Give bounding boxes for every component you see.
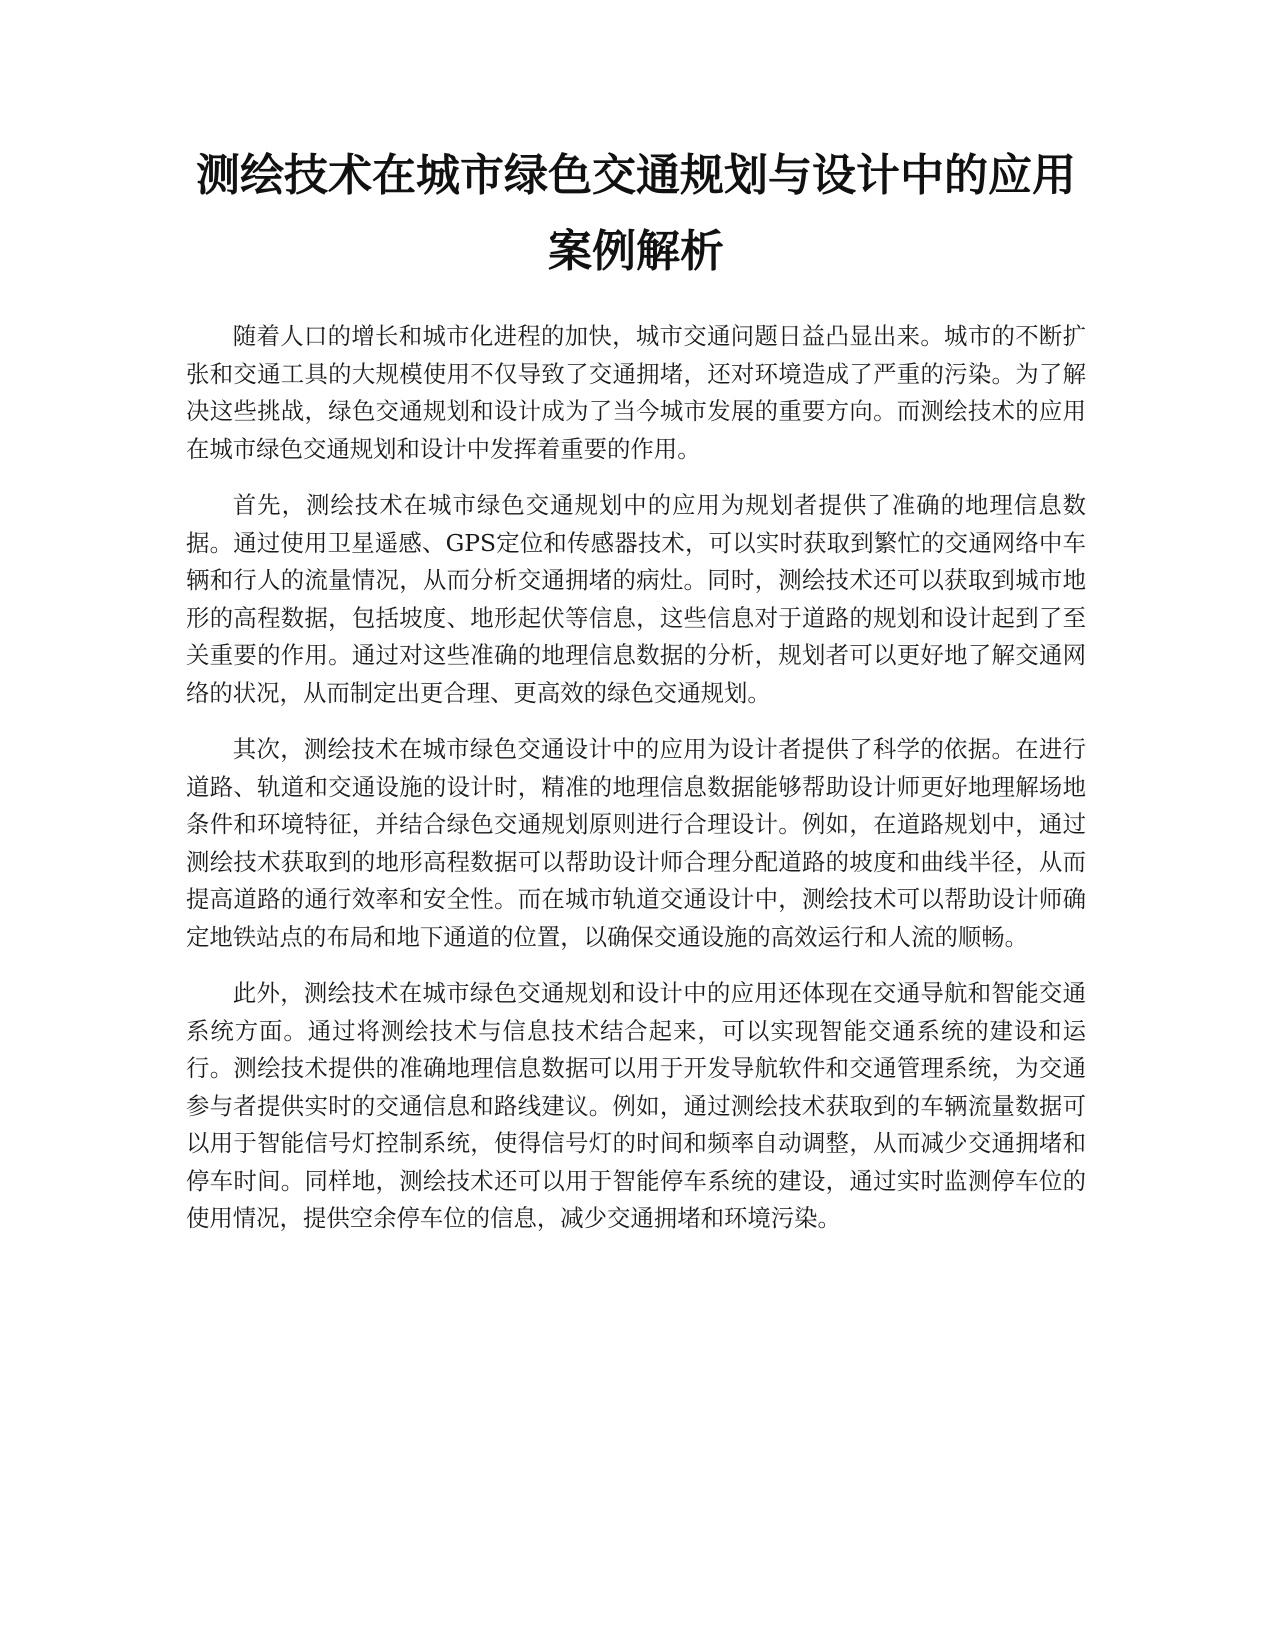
paragraph-intelligent-transport: 此外，测绘技术在城市绿色交通规划和设计中的应用还体现在交通导航和智能交通系统方面。通过将测绘技术与信息技术结合起来，可以实现智能交通系统的建设和运行。测绘技术提供的准确地理信息数据可以用于开发导航软件和交通管理系统，为交通参与者提供实时的交通信息和路线建议。例如，通过测绘技术获取到的车辆流量数据可以用于智能信号灯控制系统，使得信号灯的时间和频率自动调整，从而减少交通拥堵和停车时间。同样地，测绘技术还可以用于智能停车系统的建设，通过实时监测停车位的使用情况，提供空余停车位的信息，减少交通拥堵和环境污染。	[186, 979, 1086, 1232]
document-body	[186, 318, 1086, 1257]
paragraph-intro: 随着人口的增长和城市化进程的加快，城市交通问题日益凸显出来。城市的不断扩张和交通工具的大规模使用不仅导致了交通拥堵，还对环境造成了严重的污染。为了解决这些挑战，绿色交通规划和设计成为了当今城市发展的重要方向。而测绘技术的应用在城市绿色交通规划和设计中发挥着重要的作用。	[186, 322, 1086, 463]
paragraph-planning: 首先，测绘技术在城市绿色交通规划中的应用为规划者提供了准确的地理信息数据。通过使用卫星遥感、GPS定位和传感器技术，可以实时获取到繁忙的交通网络中车辆和行人的流量情况，从而分析交通拥堵的病灶。同时，测绘技术还可以获取到城市地形的高程数据，包括坡度、地形起伏等信息，这些信息对于道路的规划和设计起到了至关重要的作用。通过对这些准确的地理信息数据的分析，规划者可以更好地了解交通网络的状况，从而制定出更合理、更高效的绿色交通规划。	[186, 491, 1086, 707]
paragraph-design: 其次，测绘技术在城市绿色交通设计中的应用为设计者提供了科学的依据。在进行道路、轨道和交通设施的设计时，精准的地理信息数据能够帮助设计师更好地理解场地条件和环境特征，并结合绿色交通规划原则进行合理设计。例如，在道路规划中，通过测绘技术获取到的地形高程数据可以帮助设计师合理分配道路的坡度和曲线半径，从而提高道路的通行效率和安全性。而在城市轨道交通设计中，测绘技术可以帮助设计师确定地铁站点的布局和地下通道的位置，以确保交通设施的高效运行和人流的顺畅。	[186, 735, 1086, 951]
document-title: 测绘技术在城市绿色交通规划与设计中的应用案例解析	[196, 150, 1076, 277]
